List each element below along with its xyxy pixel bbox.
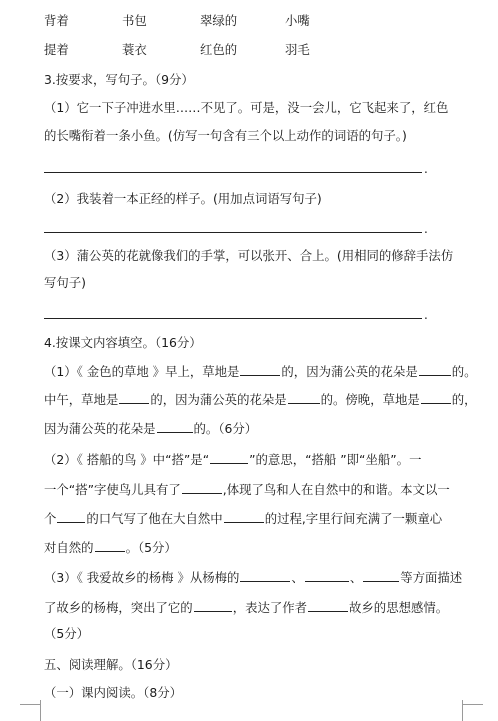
q4-line-1: （1）《 金色的草地 》早上，草地是 的，因为蒲公英的花朵是 的。 (44, 364, 477, 379)
q4-line-9: 了故乡的杨梅，突出了它的 ，表达了作者 故乡的思想感情。 (44, 600, 449, 615)
q4-line-6: 个 的口气写了他在大自然中 的过程,字里行间充满了一颗童心 (44, 511, 443, 526)
fill-blank[interactable] (119, 391, 149, 404)
q3-end-mark-2: . (424, 222, 428, 236)
fill-blank[interactable] (194, 599, 232, 612)
q4-line-5: 一个“搭”字使鸟儿具有了 ,体现了鸟和人在自然中的和谐。本文以一 (44, 482, 450, 497)
q3-title: 3.按要求，写句子。（9分） (44, 72, 194, 87)
fill-blank[interactable] (95, 539, 125, 552)
q4-line-10: （5分） (44, 626, 90, 641)
fill-blank[interactable] (157, 420, 193, 433)
q3-answer-line-3[interactable] (44, 318, 422, 319)
q4-line-2: 中午，草地是 的，因为蒲公英的花朵是 的。傍晚，草地是 的， (44, 392, 477, 407)
word-cell: 背着 (44, 13, 69, 28)
word-cell: 小嘴 (285, 13, 310, 28)
fill-blank[interactable] (421, 391, 451, 404)
q4-line-7: 对自然的 。（5分） (44, 540, 177, 555)
q4-line-4: （2）《 搭船的鸟 》中“搭”是“ ”的意思，“搭船 ”即“坐船”。一 (44, 452, 422, 467)
section5-subtitle: （一）课内阅读。（8分） (44, 685, 182, 700)
q3-item3-line1: （3）蒲公英的花就像我们的手掌，可以张开、合上。(用相同的修辞手法仿 (44, 248, 454, 263)
q3-item1-line2: 的长嘴衔着一条小鱼。(仿写一句含有三个以上动作的词语的句子。) (44, 128, 407, 143)
q3-end-mark-3: . (424, 308, 428, 322)
section5-title: 五、阅读理解。（16分） (44, 657, 178, 672)
word-cell: 提着 (44, 42, 69, 57)
fill-blank[interactable] (288, 391, 320, 404)
fill-blank[interactable] (305, 569, 349, 582)
q3-item2: （2）我装着一本正经的样子。(用加点词语写句子) (44, 191, 322, 206)
fill-blank[interactable] (363, 569, 399, 582)
fill-blank[interactable] (57, 510, 85, 523)
word-cell: 书包 (122, 13, 147, 28)
fill-blank[interactable] (210, 451, 248, 464)
q3-end-mark-1: . (424, 162, 428, 176)
word-cell: 翠绿的 (200, 13, 238, 28)
word-cell: 羽毛 (285, 42, 310, 57)
q3-answer-line-2[interactable] (44, 232, 422, 233)
q4-title: 4.按课文内容填空。（16分） (44, 335, 202, 350)
q3-answer-line-1[interactable] (44, 172, 422, 173)
fill-blank[interactable] (240, 569, 290, 582)
fill-blank[interactable] (182, 481, 222, 494)
fill-blank[interactable] (419, 363, 451, 376)
fill-blank[interactable] (308, 599, 348, 612)
fill-blank[interactable] (224, 510, 264, 523)
crop-mark-bottom-right-h (462, 704, 483, 705)
word-cell: 蓑衣 (122, 42, 147, 57)
word-cell: 红色的 (200, 42, 238, 57)
crop-mark-bottom-left-h (20, 704, 41, 705)
q3-item3-line2: 写句子) (44, 275, 87, 290)
q3-item1-line1: （1）它一下子冲进水里……不见了。可是，没一会儿，它飞起来了，红色 (44, 100, 449, 115)
fill-blank[interactable] (240, 363, 280, 376)
q4-line-8: （3）《 我爱故乡的杨梅 》从杨梅的 、 、 等方面描述 (44, 570, 463, 585)
q4-line-3: 因为蒲公英的花朵是 的。（6分） (44, 421, 258, 436)
